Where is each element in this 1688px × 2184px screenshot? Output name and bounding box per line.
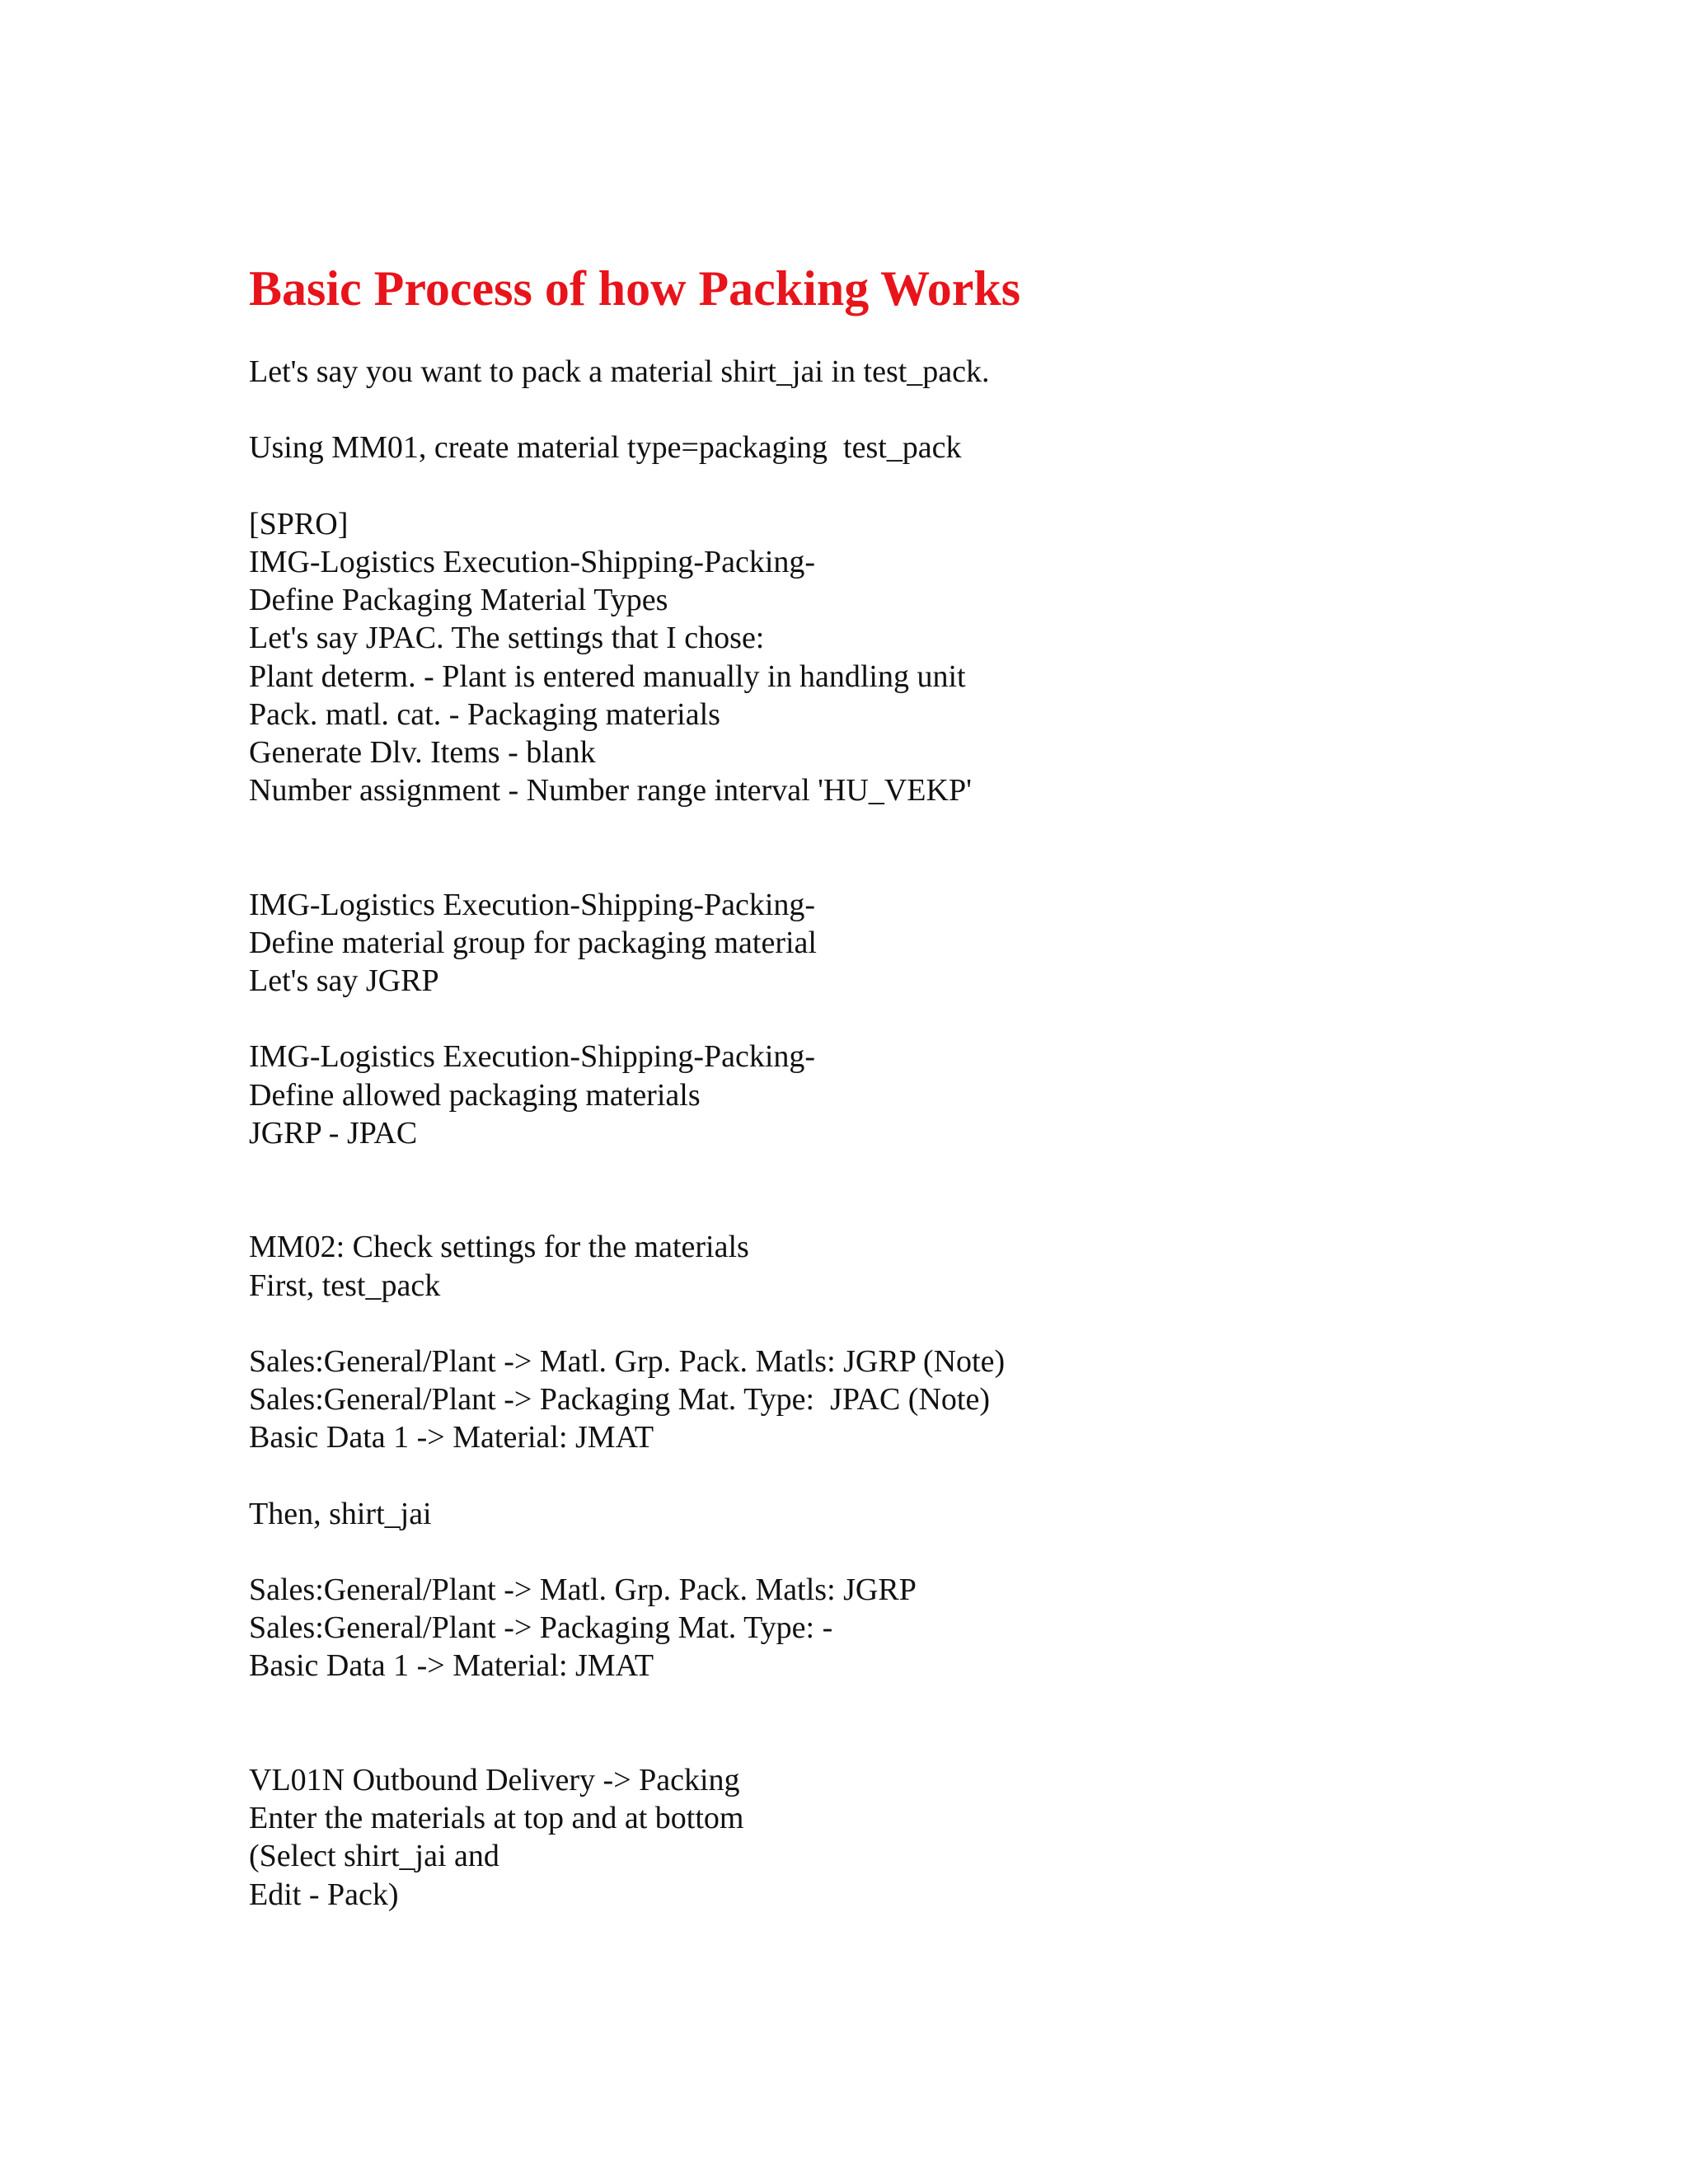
spro-item: Define Packaging Material Types [249, 583, 668, 618]
spro-setting: Plant determ. - Plant is entered manually in handling unit [249, 658, 966, 694]
mm01-step: Using MM01, create material type=packaging test_pack [249, 430, 962, 466]
spacer [249, 1000, 1568, 1038]
spro-tag: [SPRO] [249, 506, 349, 541]
material-group-item: Define material group for packaging material [249, 925, 817, 960]
vl01n-line: (Select shirt_jai and [249, 1839, 499, 1874]
material-group-example: Let's say JGRP [249, 963, 439, 999]
mm02-setting: Basic Data 1 -> Material: JMAT [249, 1420, 654, 1455]
spro-section [249, 505, 1568, 810]
allowed-item: Define allowed packaging materials [249, 1077, 701, 1113]
spacer [249, 1305, 1568, 1343]
mm02-setting: Sales:General/Plant -> Packaging Mat. Type: JPAC (Note) [249, 1382, 990, 1418]
vl01n-section [249, 1761, 1568, 1914]
spacer [249, 1685, 1568, 1761]
spacer [249, 1456, 1568, 1494]
mm02-setting: Sales:General/Plant -> Matl. Grp. Pack. Matls: JGRP [249, 1572, 917, 1608]
spacer [249, 1533, 1568, 1571]
mm02-then: Then, shirt_jai [249, 1496, 432, 1531]
vl01n-heading: VL01N Outbound Delivery -> Packing [249, 1762, 740, 1797]
spro-example: Let's say JPAC. The settings that I chose: [249, 621, 765, 656]
mm02-setting: Sales:General/Plant -> Matl. Grp. Pack. Matls: JGRP (Note) [249, 1343, 1006, 1379]
vl01n-line: Edit - Pack) [249, 1877, 399, 1912]
intro-text: Let's say you want to pack a material shirt_jai in test_pack. [249, 354, 990, 389]
mm02-first: First, test_pack [249, 1268, 441, 1303]
spacer [249, 467, 1568, 505]
allowed-value: JGRP - JPAC [249, 1115, 418, 1151]
spro-setting: Generate Dlv. Items - blank [249, 734, 596, 770]
document-title: Basic Process of how Packing Works [249, 261, 1021, 316]
mm02-setting: Basic Data 1 -> Material: JMAT [249, 1648, 654, 1684]
document-body [249, 353, 1568, 1914]
allowed-materials-section [249, 1038, 1568, 1152]
material-group-path: IMG-Logistics Execution-Shipping-Packing- [249, 887, 816, 922]
spro-path: IMG-Logistics Execution-Shipping-Packing- [249, 544, 816, 579]
spro-setting: Pack. matl. cat. - Packaging materials [249, 696, 720, 732]
spacer [249, 1152, 1568, 1228]
spacer [249, 391, 1568, 429]
allowed-path: IMG-Logistics Execution-Shipping-Packing- [249, 1039, 816, 1075]
mm02-setting: Sales:General/Plant -> Packaging Mat. Type: - [249, 1610, 833, 1646]
spacer [249, 809, 1568, 885]
mm02-heading: MM02: Check settings for the materials [249, 1230, 749, 1265]
spro-setting: Number assignment - Number range interval 'HU_VEKP' [249, 773, 972, 808]
material-group-section [249, 886, 1568, 1001]
mm02-section [249, 1228, 1568, 1685]
vl01n-line: Enter the materials at top and at bottom [249, 1801, 744, 1836]
